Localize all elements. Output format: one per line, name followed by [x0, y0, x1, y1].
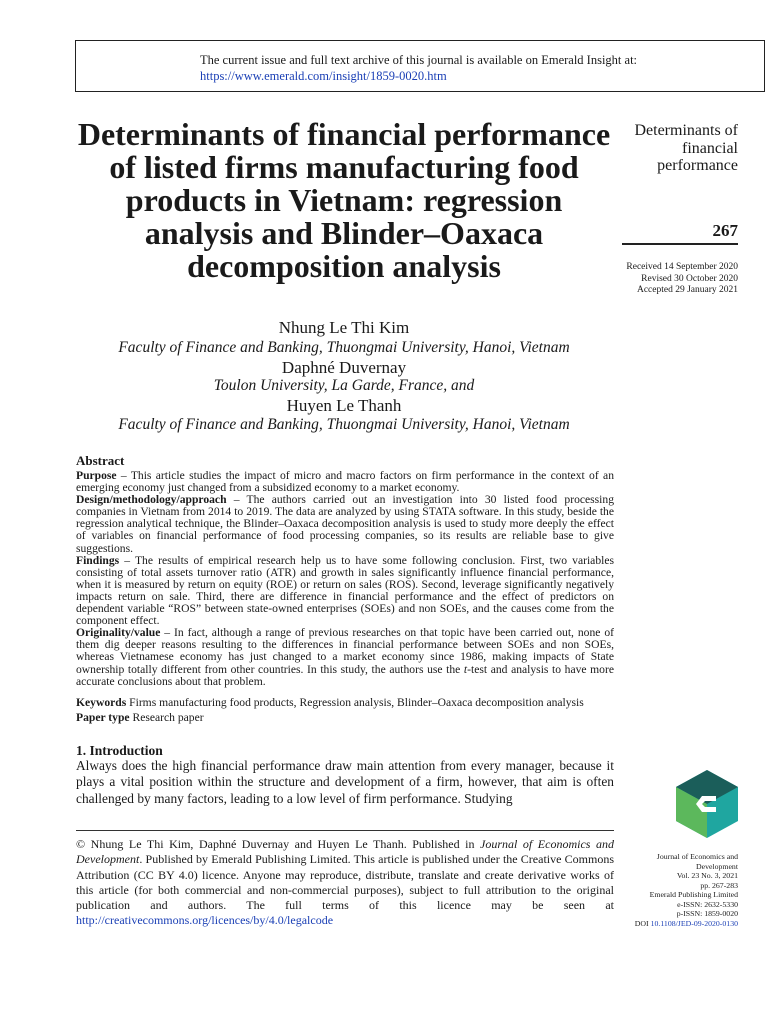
paper-type-label: Paper type: [76, 711, 130, 724]
keywords-text: Firms manufacturing food products, Regression analysis, Blinder–Oaxaca decomposition analysis: [126, 696, 584, 709]
purpose-label: Purpose: [76, 469, 117, 482]
footnote-divider: [76, 830, 614, 831]
author-affiliation: Faculty of Finance and Banking, Thuongmai University, Hanoi, Vietnam: [118, 339, 570, 356]
paper-title: Determinants of financial performance of listed firms manufacturing food products in Vietnam: regression analysis and Blinder–Oaxaca decomposition analysis: [77, 116, 611, 284]
journal-publisher: Emerald Publishing Limited: [649, 890, 738, 899]
journal-pissn: p-ISSN: 1859-0020: [676, 909, 738, 918]
abstract-design: [76, 494, 614, 554]
purpose-text: – This article studies the impact of micro and macro factors on firm performance in the context of an emerging economy just changed from a subsidized economy to a market economy.: [76, 469, 614, 495]
originality-label: Originality/value: [76, 626, 161, 640]
abstract-findings: [76, 555, 614, 628]
originality-italic: t: [463, 662, 468, 676]
journal-doi: [610, 919, 738, 929]
revised-date: Revised 30 October 2020: [641, 273, 738, 284]
keywords: [76, 696, 636, 709]
copyright-footnote: [76, 837, 614, 929]
banner-text: The current issue and full text archive of this journal is available on Emerald Insight at:: [200, 53, 638, 67]
findings-label: Findings: [76, 553, 120, 567]
crossmark-logo-icon[interactable]: [672, 768, 742, 840]
journal-volume: Vol. 23 No. 3, 2021: [676, 871, 738, 880]
author-affiliation: Toulon University, La Garde, France, and: [213, 377, 475, 394]
received-date: Received 14 September 2020: [626, 262, 738, 272]
design-label: Design/methodology/approach: [76, 493, 227, 507]
footnote-text: © Nhung Le Thi Kim, Daphné Duvernay and Huyen Le Thanh. Published in: [76, 837, 481, 851]
journal-name-line2: Development: [695, 861, 738, 871]
journal-pages: pp. 267-283: [700, 880, 738, 890]
journal-eissn: e-ISSN: 2632-5330: [677, 899, 738, 909]
accepted-date: Accepted 29 January 2021: [636, 285, 738, 295]
author-name: Huyen Le Thanh: [286, 396, 402, 415]
paper-type-text: Research paper: [129, 711, 204, 724]
submission-dates: [610, 262, 738, 297]
licence-link[interactable]: http://creativecommons.org/licences/by/4.0/legalcode: [76, 913, 334, 928]
abstract-originality: [76, 627, 614, 687]
originality-text-end: -test and analysis to have more accurate conclusions about that problem.: [76, 662, 614, 688]
running-title: Determinants of financial performance: [634, 122, 738, 174]
section-heading: 1. Introduction: [76, 743, 163, 758]
introduction-text: Always does the high financial performance draw main attention from every manager, because it plays a vital position within the structure and development of a firm, however, that aim is often challenged by many factors, leading to a low level of firm performance. Studying: [76, 758, 614, 806]
journal-url-link[interactable]: https://www.emerald.com/insight/1859-0020.htm: [200, 69, 447, 83]
journal-name-line1: Journal of Economics and: [656, 852, 738, 861]
abstract-body: [76, 470, 614, 688]
author-name: Daphné Duvernay: [281, 358, 407, 377]
page-number: 267: [712, 221, 738, 240]
journal-info: [610, 852, 738, 928]
paper-type: [76, 711, 636, 724]
abstract-heading: Abstract: [76, 453, 125, 468]
doi-link[interactable]: 10.1108/JED-09-2020-0130: [650, 918, 738, 928]
findings-text: – The results of empirical research help us to have some following conclusion. First, two variables consisting of total assets turnover ratio (ATR) and growth in sales significantly influence financial performance, when it is measured by return on equity (ROE) or return on sales (ROS). Second, leverage significantly negatively impacts return on sale. Third, there are difference in financial performance and the effect of predictors on dependent variable “ROS” between state-owned enterprises (SOEs) and non SOEs, and the causes come from the component effect.: [76, 553, 614, 628]
design-text: – The authors carried out an investigation into 30 listed food processing companies in Vietnam from 2014 to 2019. The data are analyzed by using STATA software. In this study, beside the regression analytical technique, the Blinder–Oaxaca decomposition analysis is used to study more deeply the effect of variables on financial performance of food processing companies, so its results are reliable base to give suggestions.: [76, 493, 614, 555]
doi-label: DOI: [634, 918, 651, 928]
originality-text: – In fact, although a range of previous researches on that topic have been carried out, none of them dig deeper reasons resulting to the differences in financial performance between SOEs and non SOEs, whereas Vietnamese economy has just changed to a market economy since 1986, making impacts of State ownership totally different from other countries. In this study, the authors use the: [76, 626, 614, 676]
footnote-text-2: . Published by Emerald Publishing Limited. This article is published under the Creative Commons Attribution (CC BY 4.0) licence. Anyone may reproduce, distribute, translate and create derivative works of this article (for both commercial and non-commercial purposes), subject to full attribution to the original publication and authors. The full terms of this licence may be seen at: [76, 852, 614, 913]
journal-name-italic: Journal of Economics and Development: [76, 837, 614, 867]
sidebar-divider: [622, 243, 738, 245]
archive-banner: [75, 40, 765, 92]
abstract-purpose: [76, 470, 614, 494]
author-affiliation: Faculty of Finance and Banking, Thuongmai University, Hanoi, Vietnam: [118, 416, 570, 433]
keywords-label: Keywords: [76, 696, 127, 709]
author-name: Nhung Le Thi Kim: [278, 318, 410, 337]
